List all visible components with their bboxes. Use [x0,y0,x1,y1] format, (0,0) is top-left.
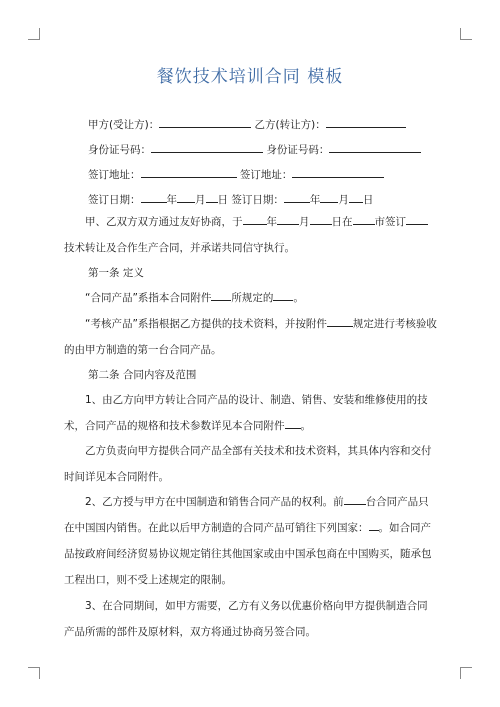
day-a-label: 日 [217,194,228,206]
month-a-label: 月 [195,194,206,206]
day-a-blank [206,191,218,203]
article-2-clause-1-detail: 乙方负责向甲方提供合同产品全部有关技术和技术资料，其具体内容和交付时间详见本合同附件。 [64,445,432,483]
party-a-label: 甲方(受让方)： [88,119,160,131]
id-b-label: 身份证号码： [266,144,330,156]
addr-b-label: 签订地址： [239,169,293,181]
year-b-label: 年 [309,194,321,206]
month-a-blank [177,191,195,203]
month-b-blank [320,191,338,203]
field-line-id [88,141,421,157]
article-2-clause-2: 2、乙方授与甲方在中国制造和销售合同产品的权利。前 台合同产品只在中国国内销售。在此以后甲方制造的合同产品可销往下列国家： 。如合同产品按政府间经济贸易协议规定销往其他国家或由中国承包商在中国购买，随承包工程出口，则不受上述规定的限制。 [64,489,438,593]
year-b-blank [284,191,310,203]
day-b-label: 日 [362,194,374,206]
intro-paragraph: 甲、乙双方双方通过友好协商，于 年 月 日在 市签订技术转让及合作生产合同，并承诺共同信守执行。 [64,209,438,261]
party-a-blank [159,116,251,128]
document-title: 餐饮技术培训合同 模板 [156,67,344,87]
crop-mark-bottom-right [460,667,472,679]
article-2-clause-1: 1、由乙方向甲方转让合同产品的设计、制造、销售、安装和维修使用的技术，合同产品的规格和技术参数详见本合同附件 。 [64,394,428,432]
article-1-heading: 第一条 定义 [88,267,144,279]
day-b-blank [349,191,363,203]
month-b-label: 月 [338,194,349,206]
article-1-clause-2: “考核产品”系指根据乙方提供的技术资料，并按附件 规定进行考核验收的由甲方制造的第一台合同产品。 [64,311,438,363]
crop-mark-top-left [28,28,40,40]
id-a-label: 身份证号码： [88,144,151,156]
year-a-label: 年 [166,194,177,206]
article-1-clause-1: “合同产品”系指本合同附件 所规定的 。 [64,285,438,311]
addr-b-blank [292,166,384,178]
party-b-label: 乙方(转让方)： [254,119,326,131]
article-2-clause-3: 3、在合同期间，如甲方需要，乙方有义务以优惠价格向甲方提供制造合同产品所需的部件及原材料，双方将通过协商另签合同。 [64,600,428,638]
crop-mark-bottom-left [28,667,40,679]
year-a-blank [141,191,167,203]
date-b-label: 签订日期： [231,194,284,206]
date-a-label: 签订日期： [88,194,141,206]
crop-mark-top-right [460,28,472,40]
field-line-address [88,166,384,182]
field-line-party [88,116,406,132]
addr-a-label: 签订地址： [88,169,141,181]
field-line-date [88,191,373,207]
party-b-blank [326,116,406,128]
addr-a-blank [141,166,237,178]
id-a-blank [151,141,263,153]
article-2-heading: 第二条 合同内容及范围 [88,369,197,381]
id-b-blank [329,141,421,153]
